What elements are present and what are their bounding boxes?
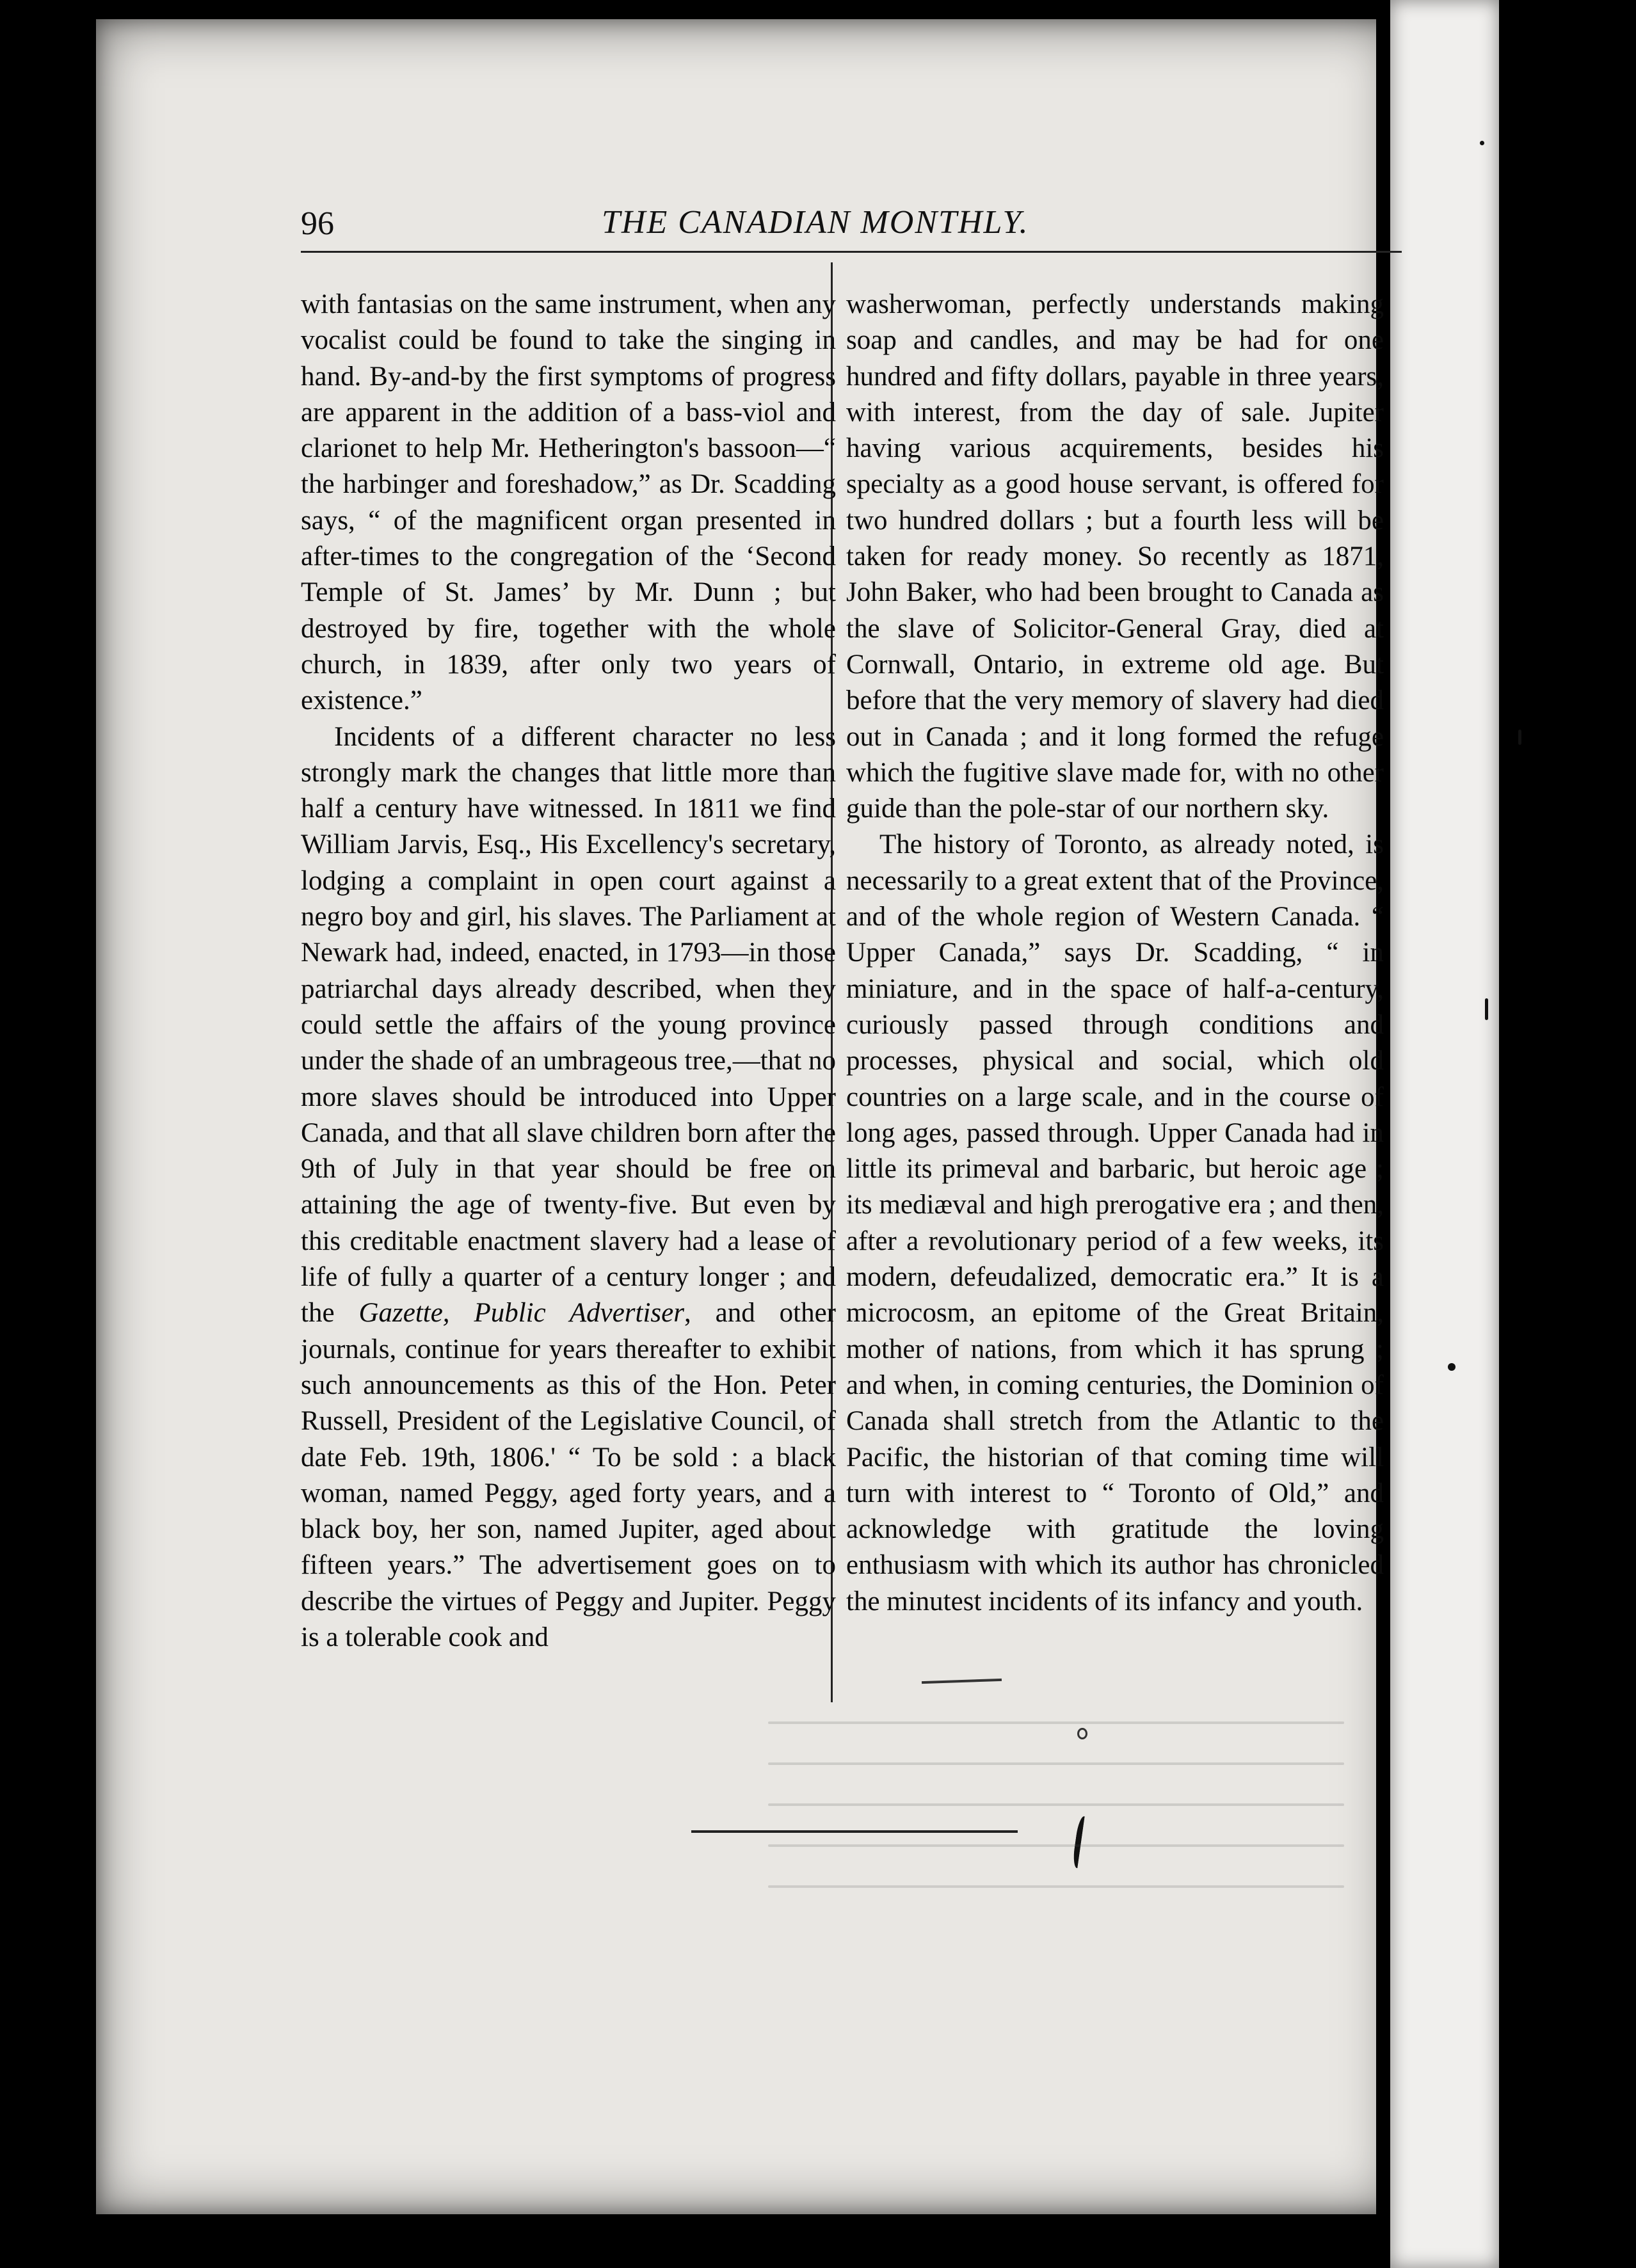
paragraph: The history of Toronto, as already noted, is necessarily to a great extent that of the Province, and of the whole region of Western Canada. “ Upper Canada,” says Dr. Scadding, “ in miniature, and in the space of half-a-century, curiously passed through conditions and processes, physical and social, which old countries on a large scale, and in the course of long ages, passed through. Upper Canada had in little its primeval and barbaric, but heroic age ; its mediæval and high prerogative era ; and then, after a revolutionary period of a few weeks, its modern, defeudalized, democratic era.” It is a microcosm, an epitome of the Great Britain, mother of nations, from which it has sprung ; and when, in coming centuries, the Dominion of Canada shall stretch from the Atlantic to the Pacific, the historian of that coming time will turn with interest to “ Toronto of Old,” and acknowledge with gratitude the loving enthusiasm with which its author has chronicled the minutest incidents of its infancy and youth. — [846, 829, 1384, 1617]
text-run: Incidents of a different character no less strongly mark the changes that little more than half a century have witnessed. In 1811 we find William Jarvis, Esq., His Excellency's secretary, lodging a complaint in open court against a negro boy and girl, his slaves. The Parliament at Newark had, indeed, enacted, in 1793—in those patriarchal days already described, when they could settle the affairs of the young province under the shade of an umbrageous tree,—that no more slaves should be introduced into Upper Canada, and that all slave children born after the 9th of July in that year should be free on attaining the age of twenty-five. But even by this creditable enactment slavery had a lease of life of fully a quarter of a century longer ; and the — [301, 721, 836, 1329]
speck-mark — [1485, 998, 1488, 1020]
journal-title: THE CANADIAN MONTHLY. — [602, 204, 1029, 241]
speck-mark — [1448, 1363, 1456, 1371]
paragraph: with fantasias on the same instrument, when any vocalist could be found to take the singing in hand. By-and-by the first symptoms of progress are apparent in the addition of a bass-viol and clarionet to help Mr. Hetherington's bassoon—“ the harbinger and foreshadow,” as Dr. Scadding says, “ of the magnificent organ presented in after-times to the congregation of the ‘Second Temple of St. James’ by Mr. Dunn ; but destroyed by fire, together with the whole church, in 1839, after only two years of existence.” — [301, 289, 836, 716]
paragraph — [301, 719, 836, 1656]
left-column — [301, 287, 836, 1656]
italic-title: Gazette, Public Advertiser — [358, 1298, 684, 1329]
speck-mark — [1518, 730, 1521, 745]
paragraph: washerwoman, perfectly understands making soap and candles, and may be had for one hundred and fifty dollars, payable in three years, with interest, from the day of sale. Jupiter having various acquirements, besides his specialty as a good house servant, is offered for two hundred dollars ; but a fourth less will be taken for ready money. So recently as 1871, John Baker, who had been brought to Canada as the slave of Solicitor-General Gray, died at Cornwall, Ontario, in extreme old age. But before that the very memory of slavery had died out in Canada ; and it long formed the refuge which the fugitive slave made for, with no other guide than the pole-star of our northern sky. — [846, 289, 1384, 824]
show-through-text — [768, 1721, 1344, 1952]
running-head — [0, 0, 1636, 269]
right-column — [846, 287, 1384, 1620]
page-number: 96 — [301, 205, 334, 242]
header-rule — [301, 251, 1402, 253]
adjacent-page-strip — [1390, 0, 1499, 2268]
text-run: , and other journals, continue for years thereafter to exhibit such announcements as this of the Hon. Peter Russell, President of the Legislative Council, of date Feb. 19th, 1806.' “ To be sold : a black woman, named Peggy, aged forty years, and a black boy, her son, named Jupiter, aged about fifteen years.” The advertisement goes on to describe the virtues of Peggy and Jupiter. Peggy is a tolerable cook and — [301, 1298, 837, 1652]
